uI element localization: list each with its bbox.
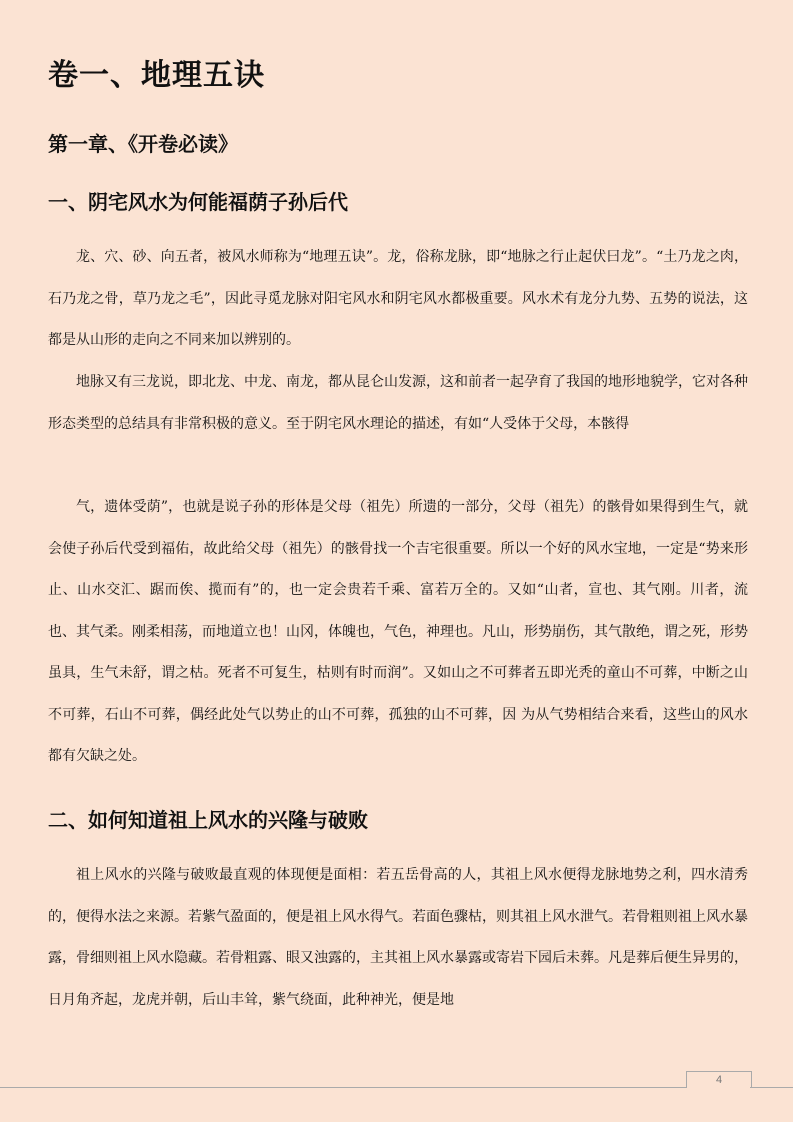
footer-divider	[750, 1087, 793, 1088]
page-number: 4	[686, 1071, 752, 1088]
paragraph: 气，遗体受荫”，也就是说子孙的形体是父母（祖先）所遗的一部分，父母（祖先）的骸骨如果得到生气，就会使子孙后代受到福佑，故此给父母（祖先）的骸骨找一个吉宅很重要。所以一个好的风水宝地，一定是“势来形止、山水交汇、踞而俟、揽而有”的，也一定会贵若千乘、富若万全的。又如“山者，宣也、其气刚。川者，流也、其气柔。刚柔相荡，而地道立也！山冈，体魄也，气色，神理也。凡山，形势崩伤，其气散绝，谓之死，形势虽具，生气未舒，谓之枯。死者不可复生，枯则有时而润”。又如山之不可葬者五即光秃的童山不可葬，中断之山不可葬，石山不可葬，偶经此处气以势止的山不可葬，孤独的山不可葬，因 为从气势相结合来看，这些山的风水都有欠缺之处。	[48, 499, 748, 764]
paragraph: 地脉又有三龙说，即北龙、中龙、南龙，都从昆仑山发源，这和前者一起孕育了我国的地形地貌学，它对各种形态类型的总结具有非常积极的意义。至于阴宅风水理论的描述，有如“人受体于父母，本骸得	[48, 374, 748, 432]
footer-divider	[0, 1087, 686, 1088]
volume-title: 卷一、地理五诀	[48, 58, 265, 93]
section-heading-2: 二、如何知道祖上风水的兴隆与破败	[48, 808, 368, 832]
paragraph: 龙、穴、砂、向五者，被风水师称为“地理五诀”。龙，俗称龙脉，即“地脉之行止起伏曰龙”。“土乃龙之肉，石乃龙之骨，草乃龙之毛”，因此寻觅龙脉对阳宅风水和阴宅风水都极重要。风水术有龙分九势、五势的说法，这都是从山形的走向之不同来加以辨别的。	[48, 249, 748, 348]
paragraph: 祖上风水的兴隆与破败最直观的体现便是面相：若五岳骨高的人，其祖上风水便得龙脉地势之利，四水清秀的，便得水法之来源。若紫气盈面的，便是祖上风水得气。若面色骤枯，则其祖上风水泄气。若骨粗则祖上风水暴露，骨细则祖上风水隐藏。若骨粗露、眼又浊露的，主其祖上风水暴露或寄岩下园后未葬。凡是葬后便生异男的，日月角齐起，龙虎并朝，后山丰耸，紫气绕面，此种神光，便是地	[48, 867, 748, 1008]
section-heading-1: 一、阴宅风水为何能福荫子孙后代	[48, 190, 348, 214]
chapter-title: 第一章、《开卷必读》	[48, 132, 238, 156]
